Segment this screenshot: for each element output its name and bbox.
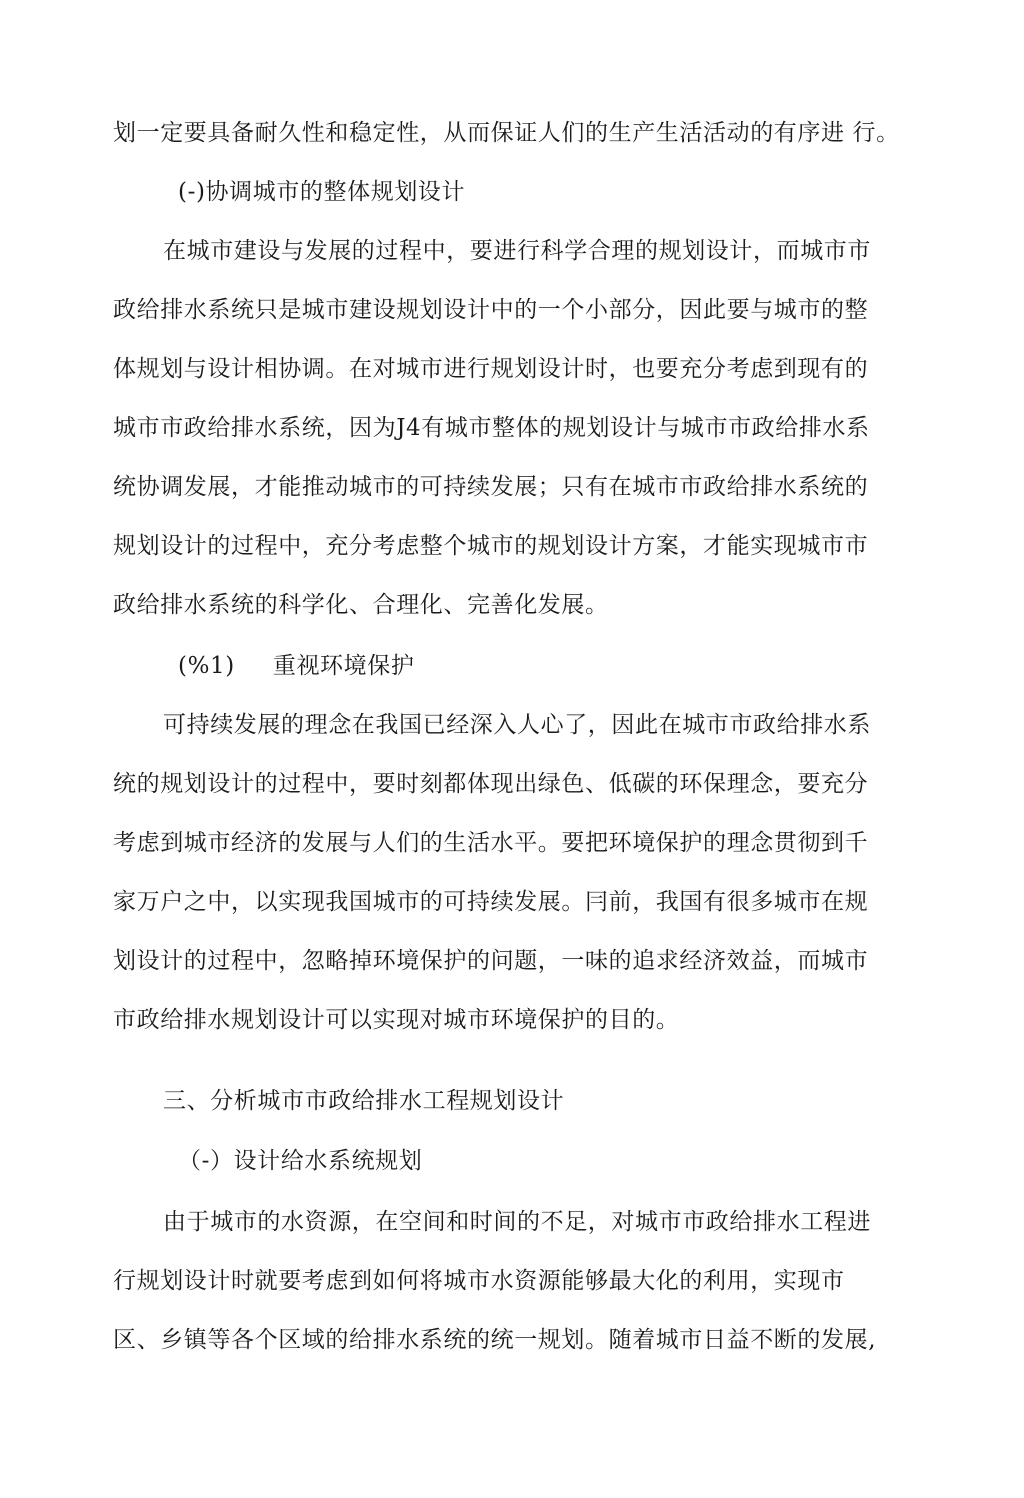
paragraph-line: 统协调发展，才能推动城市的可持续发展；只有在城市市政给排水系统的 (113, 474, 869, 500)
paragraph-line: 区、乡镇等各个区域的给排水系统的统一规划。随着城市日益不断的发展, (113, 1327, 877, 1353)
chapter-heading: 三、分析城市市政给排水工程规划设计 (163, 1088, 565, 1114)
paragraph-line: 考虑到城市经济的发展与人们的生活水平。要把环境保护的理念贯彻到千 (113, 830, 869, 856)
section-heading (178, 651, 414, 681)
paragraph-line: 规划设计的过程中，充分考虑整个城市的规划设计方案，才能实现城市市 (113, 533, 869, 559)
paragraph-line: 政给排水系统的科学化、合理化、完善化发展。 (113, 592, 609, 618)
paragraph-line: 在城市建设与发展的过程中，要进行科学合理的规划设计，而城市市 (163, 238, 871, 264)
paragraph-line: 统的规划设计的过程中，要时刻都体现出绿色、低碳的环保理念，要充分 (113, 771, 869, 797)
paragraph-line: 划设计的过程中，忽略掉环境保护的问题，一味的追求经济效益，而城市 (113, 948, 869, 974)
paragraph-line: 体规划与设计相协调。在对城市进行规划设计时，也要充分考虑到现有的 (113, 356, 869, 382)
paragraph-line: 可持续发展的理念在我国已经深入人心了，因此在城市市政给排水系 (163, 712, 871, 738)
paragraph-line: 家万户之中，以实现我国城市的可持续发展。冃前，我国有很多城市在规 (113, 889, 869, 915)
paragraph-line: 划一定要具备耐久性和稳定性，从而保证人们的生产生活活动的有序进 行。 (113, 120, 900, 146)
section-number: (%1) (178, 653, 235, 679)
paragraph-line: 行规划设计时就要考虑到如何将城市水资源能够最大化的利用，实现市 (113, 1268, 845, 1294)
paragraph-line: 市政给排水规划设计可以实现对城市环境保护的目的。 (113, 1007, 680, 1033)
paragraph-line: 由于城市的水资源，在空间和时间的不足，对城市市政给排水工程进 (163, 1209, 871, 1235)
paragraph-line: 政给排水系统只是城市建设规划设计中的一个小部分，因此要与城市的整 (113, 297, 869, 323)
section-title: 重视环境保护 (272, 653, 415, 679)
section-heading: （-）设计给水系统规划 (178, 1148, 423, 1174)
section-heading: (-)协调城市的整体规划设计 (178, 179, 466, 205)
paragraph-line: 城市市政给排水系统，因为J4有城市整体的规划设计与城市市政给排水系 (113, 415, 870, 441)
